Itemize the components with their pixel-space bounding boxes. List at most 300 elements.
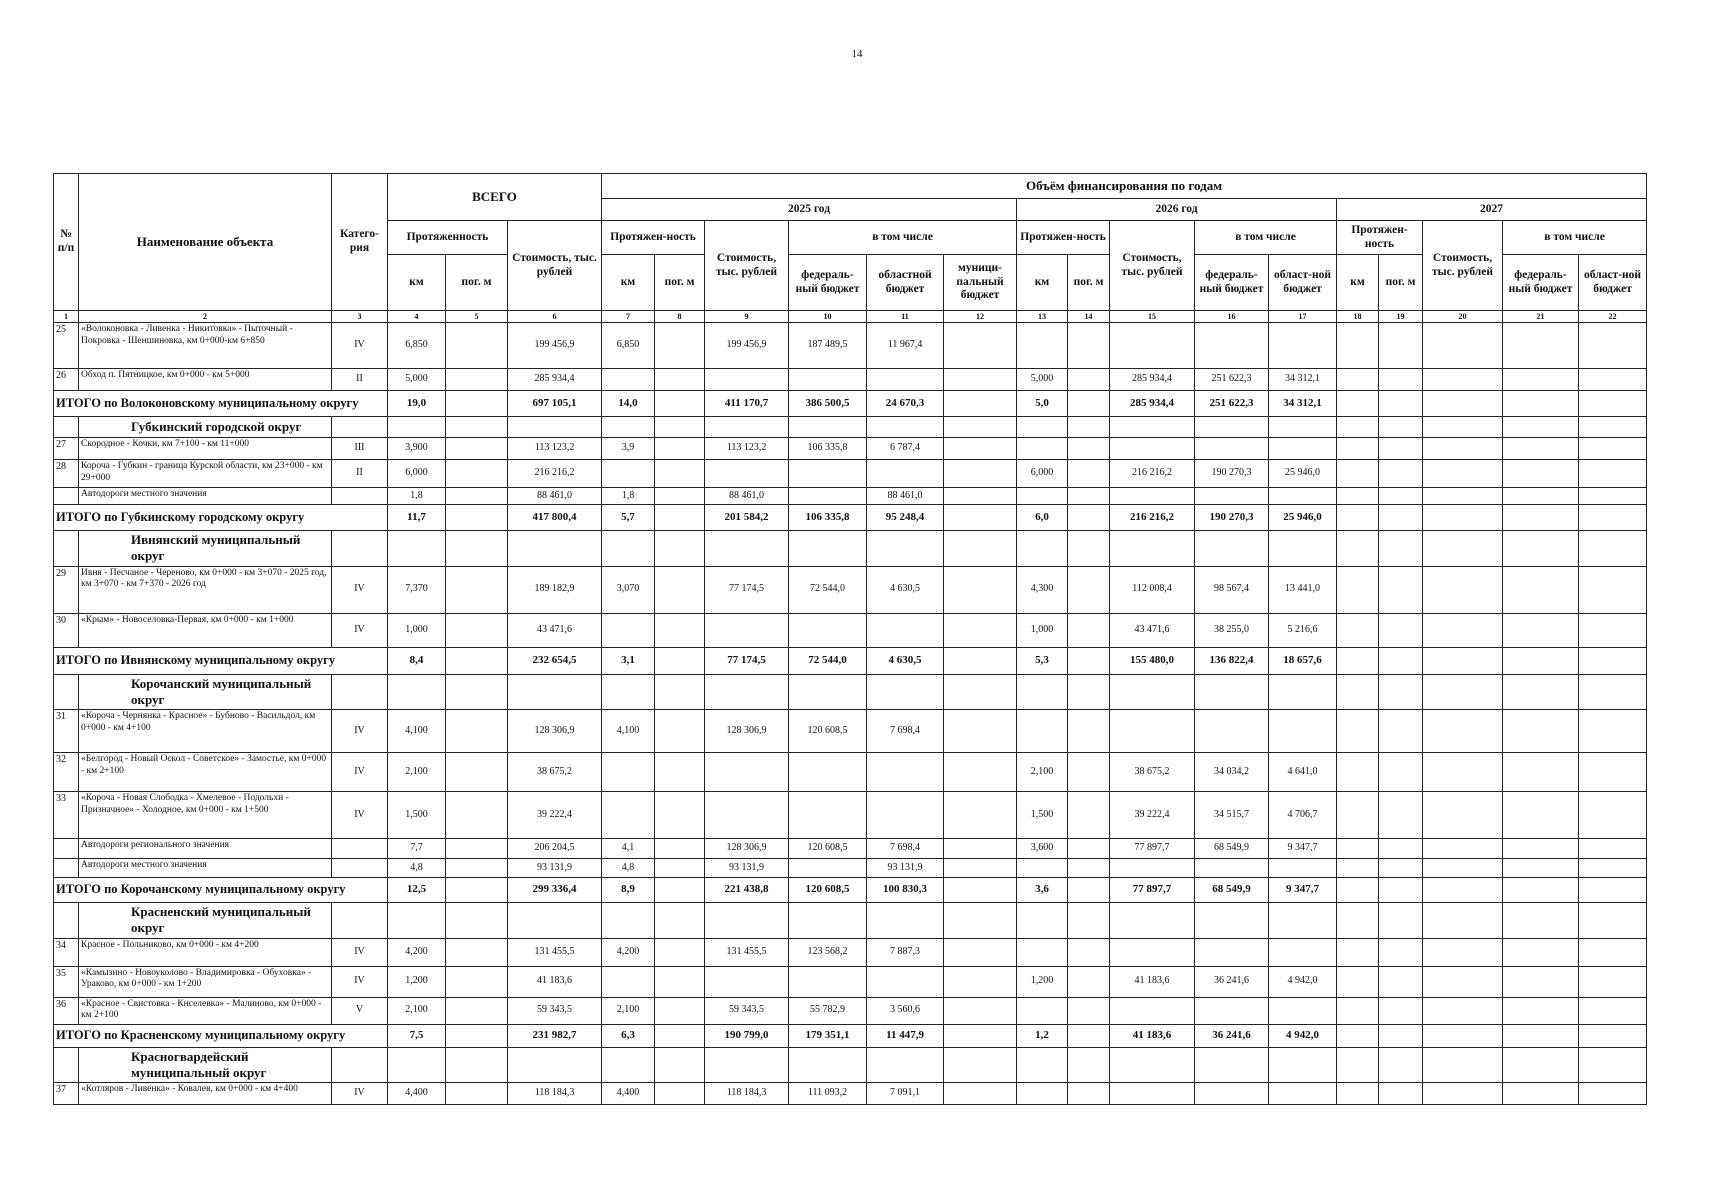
empty-cell <box>1110 417 1195 438</box>
value-col6: 285 934,4 <box>508 369 602 391</box>
value-col7: 4,200 <box>602 938 655 966</box>
empty-cell <box>1423 488 1503 505</box>
empty-cell <box>1379 710 1423 753</box>
empty-cell <box>1579 417 1647 438</box>
empty-cell <box>655 613 705 647</box>
value-col9: 113 123,2 <box>705 438 789 460</box>
value-col6: 131 455,5 <box>508 938 602 966</box>
empty-cell <box>1269 997 1337 1024</box>
empty-cell <box>1269 1047 1337 1083</box>
empty-cell <box>1269 438 1337 460</box>
value-col13: 1,000 <box>1017 613 1068 647</box>
value-col15: 77 897,7 <box>1110 839 1195 859</box>
empty-cell <box>1379 1083 1423 1105</box>
value-col6: 118 184,3 <box>508 1083 602 1105</box>
object-name: Скородное - Кочки, км 7+100 - км 11+000 <box>79 438 332 460</box>
header-pogm: пог. м <box>446 255 508 311</box>
total-value-col7: 6,3 <box>602 1024 655 1047</box>
empty-cell <box>1503 903 1579 939</box>
total-value-col16: 136 822,4 <box>1195 647 1269 674</box>
empty-cell <box>446 903 508 939</box>
total-value-col4: 11,7 <box>388 505 446 531</box>
empty-cell <box>655 391 705 417</box>
column-number: 9 <box>705 311 789 323</box>
column-number: 15 <box>1110 311 1195 323</box>
group-name: Красненский муниципальный округ <box>79 903 332 939</box>
empty-cell <box>1379 753 1423 792</box>
value-col10: 120 608,5 <box>789 710 867 753</box>
value-col11: 4 630,5 <box>867 566 944 613</box>
column-number: 1 <box>54 311 79 323</box>
empty-cell <box>655 792 705 839</box>
empty-cell <box>1423 674 1503 710</box>
row-number: 29 <box>54 566 79 613</box>
empty-cell <box>1337 966 1379 997</box>
empty-cell <box>508 417 602 438</box>
empty-cell <box>655 859 705 878</box>
value-col13: 3,600 <box>1017 839 1068 859</box>
column-number: 12 <box>944 311 1017 323</box>
value-col15: 38 675,2 <box>1110 753 1195 792</box>
empty-cell <box>1579 438 1647 460</box>
empty-cell <box>332 674 388 710</box>
empty-cell <box>446 997 508 1024</box>
empty-cell <box>1503 323 1579 369</box>
empty-cell <box>1337 369 1379 391</box>
column-number: 20 <box>1423 311 1503 323</box>
empty-cell <box>867 613 944 647</box>
empty-cell <box>705 792 789 839</box>
empty-cell <box>655 460 705 488</box>
header-category: Катего-рия <box>332 174 388 311</box>
empty-cell <box>1269 531 1337 567</box>
empty-cell <box>655 488 705 505</box>
empty-cell <box>1379 488 1423 505</box>
column-number: 6 <box>508 311 602 323</box>
empty-cell <box>1379 417 1423 438</box>
value-col10: 187 489,5 <box>789 323 867 369</box>
empty-cell <box>446 1083 508 1105</box>
column-number: 7 <box>602 311 655 323</box>
value-col17: 4 641,0 <box>1269 753 1337 792</box>
total-value-col17: 18 657,6 <box>1269 647 1337 674</box>
object-name: «Короча - Новая Слободка - Хмелевое - Подольхи - Призначное» - Холодное, км 0+000 - км 1+500 <box>79 792 332 839</box>
object-name: Автодороги местного значения <box>79 488 332 505</box>
empty-cell <box>944 903 1017 939</box>
empty-cell <box>446 438 508 460</box>
empty-cell <box>1269 710 1337 753</box>
empty-cell <box>388 674 446 710</box>
column-number: 3 <box>332 311 388 323</box>
empty-cell <box>1068 488 1110 505</box>
column-number: 21 <box>1503 311 1579 323</box>
total-value-col11: 95 248,4 <box>867 505 944 531</box>
total-value-col17: 4 942,0 <box>1269 1024 1337 1047</box>
row-number: 32 <box>54 753 79 792</box>
empty-cell <box>867 903 944 939</box>
empty-cell <box>1110 903 1195 939</box>
empty-cell <box>1195 1083 1269 1105</box>
empty-cell <box>602 966 655 997</box>
empty-cell <box>1423 647 1503 674</box>
empty-cell <box>1068 859 1110 878</box>
empty-cell <box>1503 938 1579 966</box>
empty-cell <box>1337 438 1379 460</box>
empty-cell <box>655 505 705 531</box>
object-row <box>54 792 1647 839</box>
value-col17: 34 312,1 <box>1269 369 1337 391</box>
total-name: ИТОГО по Корочанскому муниципальному округу <box>54 878 388 903</box>
empty-cell <box>944 369 1017 391</box>
value-col4: 1,000 <box>388 613 446 647</box>
empty-cell <box>1337 903 1379 939</box>
page-number: 14 <box>851 48 863 60</box>
empty-cell <box>1337 938 1379 966</box>
empty-cell <box>1503 997 1579 1024</box>
empty-cell <box>1423 878 1503 903</box>
value-col9: 128 306,9 <box>705 710 789 753</box>
category: IV <box>332 710 388 753</box>
value-col4: 6,850 <box>388 323 446 369</box>
object-row <box>54 438 1647 460</box>
group-spacer <box>54 531 79 567</box>
empty-cell <box>1337 839 1379 859</box>
row-number: 36 <box>54 997 79 1024</box>
empty-cell <box>789 859 867 878</box>
empty-cell <box>446 460 508 488</box>
empty-cell <box>1017 903 1068 939</box>
empty-cell <box>1110 710 1195 753</box>
total-value-col4: 7,5 <box>388 1024 446 1047</box>
empty-cell <box>602 369 655 391</box>
empty-cell <box>1195 438 1269 460</box>
category: IV <box>332 753 388 792</box>
value-col9: 128 306,9 <box>705 839 789 859</box>
empty-cell <box>1379 1024 1423 1047</box>
empty-cell <box>602 792 655 839</box>
value-col6: 199 456,9 <box>508 323 602 369</box>
header-federal: федераль-ный бюджет <box>789 255 867 311</box>
empty-cell <box>655 566 705 613</box>
empty-cell <box>446 391 508 417</box>
header-km: км <box>602 255 655 311</box>
value-col6: 113 123,2 <box>508 438 602 460</box>
value-col15: 43 471,6 <box>1110 613 1195 647</box>
empty-cell <box>1423 710 1503 753</box>
total-value-col9: 201 584,2 <box>705 505 789 531</box>
object-row <box>54 566 1647 613</box>
empty-cell <box>1503 859 1579 878</box>
empty-cell <box>446 417 508 438</box>
empty-cell <box>789 792 867 839</box>
empty-cell <box>1503 488 1579 505</box>
empty-cell <box>705 753 789 792</box>
empty-cell <box>655 531 705 567</box>
empty-cell <box>1337 674 1379 710</box>
total-value-col11: 4 630,5 <box>867 647 944 674</box>
empty-cell <box>508 903 602 939</box>
value-col4: 3,900 <box>388 438 446 460</box>
empty-cell <box>1337 417 1379 438</box>
empty-cell <box>1337 1024 1379 1047</box>
value-col16: 190 270,3 <box>1195 460 1269 488</box>
value-col11: 6 787,4 <box>867 438 944 460</box>
empty-cell <box>789 417 867 438</box>
empty-cell <box>944 647 1017 674</box>
empty-cell <box>1269 417 1337 438</box>
value-col4: 7,370 <box>388 566 446 613</box>
group-header-row <box>54 903 1647 939</box>
empty-cell <box>602 903 655 939</box>
empty-cell <box>1579 997 1647 1024</box>
value-col13: 5,000 <box>1017 369 1068 391</box>
empty-cell <box>446 531 508 567</box>
total-value-col16: 68 549,9 <box>1195 878 1269 903</box>
object-row <box>54 710 1647 753</box>
empty-cell <box>446 839 508 859</box>
empty-cell <box>655 417 705 438</box>
empty-cell <box>1503 839 1579 859</box>
object-row <box>54 859 1647 878</box>
empty-cell <box>1195 903 1269 939</box>
total-name: ИТОГО по Губкинскому городскому округу <box>54 505 388 531</box>
table-header <box>54 174 1647 323</box>
empty-cell <box>1195 997 1269 1024</box>
value-col11: 7 698,4 <box>867 710 944 753</box>
total-value-col6: 417 800,4 <box>508 505 602 531</box>
empty-cell <box>655 753 705 792</box>
empty-cell <box>1337 531 1379 567</box>
value-col4: 2,100 <box>388 753 446 792</box>
empty-cell <box>705 417 789 438</box>
total-value-col10: 120 608,5 <box>789 878 867 903</box>
empty-cell <box>1068 674 1110 710</box>
value-col9: 93 131,9 <box>705 859 789 878</box>
group-spacer <box>54 417 79 438</box>
total-value-col7: 3,1 <box>602 647 655 674</box>
empty-cell <box>1503 1047 1579 1083</box>
empty-cell <box>789 674 867 710</box>
value-col15: 216 216,2 <box>1110 460 1195 488</box>
category: IV <box>332 323 388 369</box>
empty-cell <box>1068 391 1110 417</box>
value-col7: 6,850 <box>602 323 655 369</box>
empty-cell <box>944 613 1017 647</box>
empty-cell <box>1579 460 1647 488</box>
empty-cell <box>867 369 944 391</box>
object-name: Ивня - Песчаное - Череново, км 0+000 - км 3+070 - 2025 год, км 3+070 - км 7+370 - 2026 год <box>79 566 332 613</box>
empty-cell <box>1269 674 1337 710</box>
value-col17: 13 441,0 <box>1269 566 1337 613</box>
empty-cell <box>1068 966 1110 997</box>
empty-cell <box>1379 859 1423 878</box>
total-value-col17: 25 946,0 <box>1269 505 1337 531</box>
value-col4: 4,200 <box>388 938 446 966</box>
value-col6: 206 204,5 <box>508 839 602 859</box>
value-col7: 4,1 <box>602 839 655 859</box>
value-col7: 2,100 <box>602 997 655 1024</box>
group-header-row <box>54 1047 1647 1083</box>
value-col4: 5,000 <box>388 369 446 391</box>
value-col11: 93 131,9 <box>867 859 944 878</box>
total-value-col6: 299 336,4 <box>508 878 602 903</box>
header-2027-length: Протяжен-ность <box>1337 221 1423 255</box>
value-col17: 9 347,7 <box>1269 839 1337 859</box>
category: IV <box>332 613 388 647</box>
group-name: Ивнянский муниципальный округ <box>79 531 332 567</box>
empty-cell <box>1269 488 1337 505</box>
empty-cell <box>944 753 1017 792</box>
empty-cell <box>446 938 508 966</box>
empty-cell <box>944 674 1017 710</box>
empty-cell <box>1579 878 1647 903</box>
total-value-col15: 285 934,4 <box>1110 391 1195 417</box>
empty-cell <box>1423 391 1503 417</box>
value-col10: 55 782,9 <box>789 997 867 1024</box>
empty-cell <box>1269 938 1337 966</box>
empty-cell <box>446 566 508 613</box>
empty-cell <box>655 323 705 369</box>
empty-cell <box>388 1047 446 1083</box>
empty-cell <box>1195 417 1269 438</box>
empty-cell <box>1269 903 1337 939</box>
empty-cell <box>602 417 655 438</box>
empty-cell <box>1379 613 1423 647</box>
total-value-col9: 77 174,5 <box>705 647 789 674</box>
empty-cell <box>1110 488 1195 505</box>
empty-cell <box>655 647 705 674</box>
object-name: «Красное - Свистовка - Кнселевка» - Малиново, км 0+000 - км 2+100 <box>79 997 332 1024</box>
empty-cell <box>446 753 508 792</box>
object-row <box>54 488 1647 505</box>
empty-cell <box>1068 1024 1110 1047</box>
empty-cell <box>1503 1083 1579 1105</box>
total-value-col9: 190 799,0 <box>705 1024 789 1047</box>
total-value-col7: 8,9 <box>602 878 655 903</box>
empty-cell <box>789 613 867 647</box>
row-number <box>54 839 79 859</box>
empty-cell <box>944 566 1017 613</box>
financing-table <box>53 173 1647 1105</box>
empty-cell <box>1337 710 1379 753</box>
row-number: 30 <box>54 613 79 647</box>
value-col7: 3,070 <box>602 566 655 613</box>
total-name: ИТОГО по Волоконовскому муниципальному округу <box>54 391 388 417</box>
empty-cell <box>332 417 388 438</box>
empty-cell <box>944 938 1017 966</box>
empty-cell <box>1423 369 1503 391</box>
empty-cell <box>1503 710 1579 753</box>
empty-cell <box>1068 753 1110 792</box>
total-value-col15: 41 183,6 <box>1110 1024 1195 1047</box>
value-col16: 34 515,7 <box>1195 792 1269 839</box>
empty-cell <box>1423 859 1503 878</box>
empty-cell <box>944 710 1017 753</box>
value-col16: 98 567,4 <box>1195 566 1269 613</box>
empty-cell <box>944 1024 1017 1047</box>
row-number: 37 <box>54 1083 79 1105</box>
empty-cell <box>655 369 705 391</box>
empty-cell <box>1017 859 1068 878</box>
total-value-col13: 5,0 <box>1017 391 1068 417</box>
empty-cell <box>1503 1024 1579 1047</box>
category: IV <box>332 1083 388 1105</box>
empty-cell <box>1195 323 1269 369</box>
category: IV <box>332 566 388 613</box>
empty-cell <box>1337 323 1379 369</box>
row-number: 35 <box>54 966 79 997</box>
object-row <box>54 460 1647 488</box>
empty-cell <box>1017 674 1068 710</box>
value-col6: 43 471,6 <box>508 613 602 647</box>
empty-cell <box>1195 488 1269 505</box>
value-col6: 93 131,9 <box>508 859 602 878</box>
empty-cell <box>1379 1047 1423 1083</box>
group-header-row <box>54 417 1647 438</box>
empty-cell <box>655 938 705 966</box>
value-col15: 39 222,4 <box>1110 792 1195 839</box>
empty-cell <box>1423 938 1503 966</box>
value-col4: 7,7 <box>388 839 446 859</box>
total-value-col6: 231 982,7 <box>508 1024 602 1047</box>
category: IV <box>332 938 388 966</box>
empty-cell <box>1423 417 1503 438</box>
group-spacer <box>54 903 79 939</box>
header-2026-including: в том числе <box>1195 221 1337 255</box>
empty-cell <box>446 859 508 878</box>
empty-cell <box>1337 859 1379 878</box>
header-federal: федераль-ный бюджет <box>1195 255 1269 311</box>
empty-cell <box>655 674 705 710</box>
row-number: 27 <box>54 438 79 460</box>
empty-cell <box>602 674 655 710</box>
empty-cell <box>1337 753 1379 792</box>
empty-cell <box>1379 391 1423 417</box>
empty-cell <box>1110 938 1195 966</box>
value-col16: 38 255,0 <box>1195 613 1269 647</box>
value-col4: 1,200 <box>388 966 446 997</box>
empty-cell <box>1068 323 1110 369</box>
empty-cell <box>1195 938 1269 966</box>
empty-cell <box>1379 792 1423 839</box>
category <box>332 839 388 859</box>
header-km: км <box>1017 255 1068 311</box>
empty-cell <box>1017 438 1068 460</box>
empty-cell <box>1579 505 1647 531</box>
empty-cell <box>1503 438 1579 460</box>
empty-cell <box>446 792 508 839</box>
header-2025-including: в том числе <box>789 221 1017 255</box>
empty-cell <box>1068 566 1110 613</box>
empty-cell <box>705 613 789 647</box>
category: III <box>332 438 388 460</box>
empty-cell <box>1579 323 1647 369</box>
empty-cell <box>1017 710 1068 753</box>
object-row <box>54 1083 1647 1105</box>
value-col6: 59 343,5 <box>508 997 602 1024</box>
column-number: 4 <box>388 311 446 323</box>
header-pogm: пог. м <box>1068 255 1110 311</box>
value-col6: 216 216,2 <box>508 460 602 488</box>
total-value-col16: 190 270,3 <box>1195 505 1269 531</box>
value-col6: 38 675,2 <box>508 753 602 792</box>
total-value-col7: 5,7 <box>602 505 655 531</box>
empty-cell <box>508 531 602 567</box>
column-number: 17 <box>1269 311 1337 323</box>
empty-cell <box>1110 997 1195 1024</box>
value-col7: 3,9 <box>602 438 655 460</box>
value-col4: 4,8 <box>388 859 446 878</box>
